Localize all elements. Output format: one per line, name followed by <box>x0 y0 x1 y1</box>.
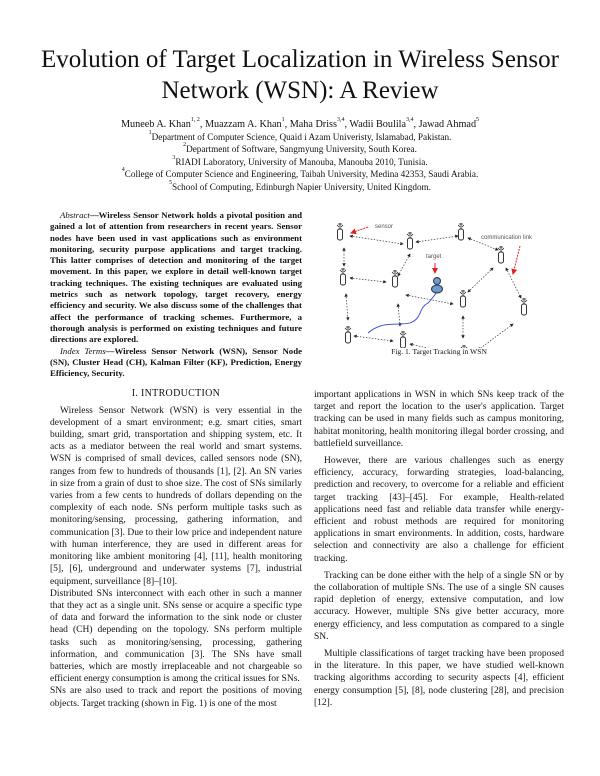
figure-target-tracking <box>318 208 563 348</box>
index-terms: Index Terms—Wireless Sensor Network (WSN), Sensor Node (SN), Cluster Head (CH), Kalman Filter (KF), Prediction, Energy Efficiency, Security. <box>50 345 302 379</box>
title-line: Evolution of Target Localization in Wireless Sensor <box>41 46 559 73</box>
affiliation: $^5$School of Computing, Edinburgh Napier University, United Kingdom. <box>168 179 431 192</box>
body-paragraph: Distributed SNs interconnect with each other in such a manner that they act as a single unit. SNs sense or acquire a specific type of data and forward the information to the sink node or cluster head (CH) depending on the topology. SNs perform multiple tasks such as monitoring/sensing, processing, gathering information, and communication [3]. The SNs have small batteries, which are mostly irreplaceable and not chargeable so efficient energy consumption is among the critical issues for SNs. <box>50 588 302 685</box>
affiliation: $^1$Department of Computer Science, Quaid i Azam Univeristy, Islamabad, Pakistan. <box>148 130 452 142</box>
body-paragraph: important applications in WSN in which SNs keep track of the target and report the location to the user's application. Target tracking can be used in many fields such as campus monitoring, habitat monitoring, health monitoring illegal border crossing, and battlefield surveillance. <box>314 390 564 449</box>
author: Muneeb A. Khan$^{1, 2}$ <box>120 117 200 130</box>
affiliation: $^2$Department of Software, Sangmyung University, South Korea. <box>183 142 417 155</box>
title-line: Network (WSN): A Review <box>161 77 439 104</box>
author: Muazzam A. Khan$^1$ <box>204 117 285 130</box>
sensor-node-icons <box>337 223 527 348</box>
target-label: target <box>426 254 442 260</box>
body-paragraph: Tracking can be done either with the help of a single SN or by the collaboration of multiple SNs. The use of a single SN causes rapid depletion of energy, extensive computation, and low accuracy. However, multiple SNs give better accuracy, more energy efficiency, and less computation as compared to a single SN. <box>314 570 564 642</box>
sensor-arrow <box>351 227 368 233</box>
author: Jawad Ahmad$^5$ <box>418 117 480 130</box>
paper-title <box>20 44 580 106</box>
link-label: communication link <box>481 235 533 241</box>
link-arrow <box>513 246 520 274</box>
sensor-label: sensor <box>375 224 394 230</box>
affiliation: $^3$RIADI Laboratory, University of Manouba, Manouba 2010, Tunisia. <box>172 154 428 167</box>
right-column <box>314 389 564 709</box>
author-list: Muneeb A. Khan$^{1, 2}$, Muazzam A. Khan$^1$, Maha Driss$^{3,4}$, Wadii Boulila$^{3,4}$, Jawad Ahmad$^5$ <box>120 117 480 130</box>
abstract: Abstract—Wireless Sensor Network holds a pivotal position and gained a lot of attention from researchers in recent years. Sensor nodes have been used in vast applications such as environment monitoring, security purpose applications and target tracking. This latter comprises of detection and monitoring of the target movement. In this paper, we explore in detail well-known target tracking techniques. The existing techniques are evaluated using metrics such as network topology, target recovery, energy efficiency and security. We also discuss some of the challenges that affect the performance of tracking schemes. Furthermore, a thorough analysis is performed on existing techniques and future directions are explored. <box>50 210 302 345</box>
author: Wadii Boulila$^{3,4}$ <box>349 117 414 130</box>
body-paragraph: SNs are also used to track and report the positions of moving objects. Target tracking (shown in Fig. 1) is one of the most <box>50 686 302 709</box>
body-paragraph: Wireless Sensor Network (WSN) is very essential in the development of a smart environment; e.g. smart cities, smart building, smart grid, transportation and shipping system, etc. It acts as a mediator between the real world and smart systems. WSN is comprised of small devices, called sensors node (SN), ranges from few to hundreds of thousands [1], [2]. An SN varies in size from a grain of dust to shoe size. The cost of SNs similarly varies from a few cents to hundreds of dollars depending on the complexity of each node. SNs perform multiple tasks such as monitoring/sensing, processing, gathering information, and communication [3]. Due to their low price and independent nature with human interference, they are used in different areas for monitoring like ambient monitoring [4], [11], health monitoring [5], [6], underground and underwater systems [7], industrial equipment, surveillance [8]–[10]. <box>50 405 302 587</box>
target-path <box>368 288 440 333</box>
affiliation: $^4$College of Computer Science and Engineering, Taibah University, Medina 42353, Saudi Arabia. <box>121 167 479 180</box>
section-heading: I. INTRODUCTION <box>131 388 221 400</box>
left-column <box>50 210 302 710</box>
target-person-icon <box>432 278 443 294</box>
body-paragraph: However, there are various challenges such as energy efficiency, accuracy, forwarding strategies, load-balancing, prediction and recovery, to overcome for a reliable and efficient target tracking [43]–[45]. For example, Health-related applications need fast and reliable data transfer while energy-efficient and robust methods are required for monitoring applications in smart environments. In addition, costs, hardware selection and connectivity are also a challenge for efficient tracking. <box>314 456 564 564</box>
figure-caption: Fig. 1. Target Tracking in WSN <box>391 347 487 356</box>
author: Maha Driss$^{3,4}$ <box>289 117 345 130</box>
author-block <box>20 118 580 193</box>
body-paragraph: Multiple classifications of target tracking have been proposed in the literature. In this paper, we have studied well-known tracking algorithms according to security aspects [4], efficient energy consumption [5], [8], node clustering [28], and precision [12]. <box>314 649 564 708</box>
